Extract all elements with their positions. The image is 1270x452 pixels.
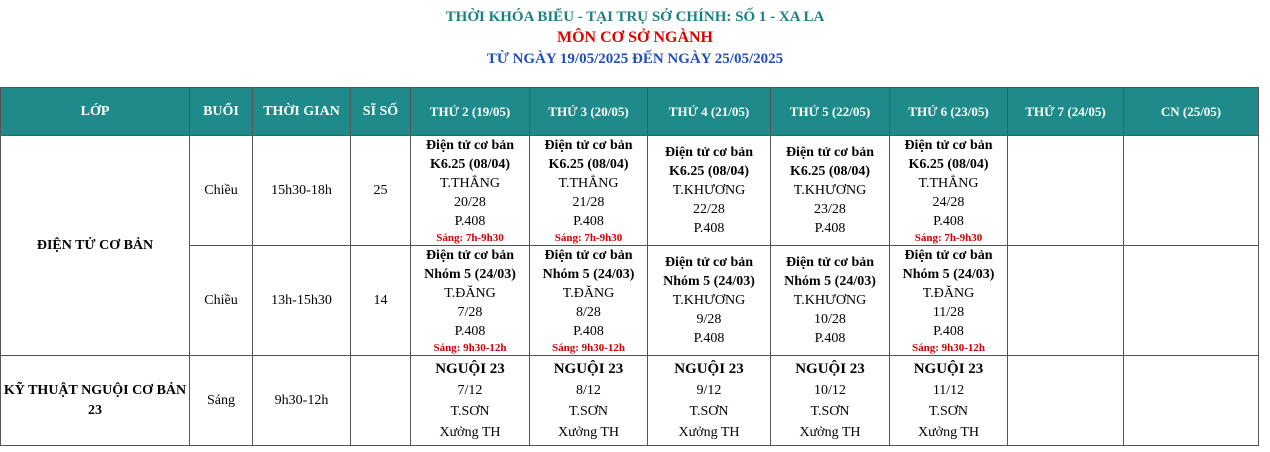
subject-cell: KỸ THUẬT NGUỘI CƠ BẢN 23	[1, 356, 190, 446]
teacher: T.KHƯƠNG	[672, 293, 746, 308]
schedule-note: Sáng: 9h30-12h	[433, 342, 507, 354]
course-name: NGUỘI 23	[553, 360, 624, 377]
room: P.408	[933, 324, 964, 339]
lesson-progress: 9/28	[696, 312, 722, 327]
teacher: T.SƠN	[568, 403, 609, 419]
empty-slot-sat	[1008, 246, 1124, 356]
lesson-progress: 21/28	[572, 195, 605, 210]
room: P.408	[693, 331, 725, 346]
class-slot	[771, 356, 890, 446]
teacher: T.THẮNG	[439, 176, 500, 191]
room: P.408	[933, 214, 964, 229]
header-date-range: TỪ NGÀY 19/05/2025 ĐẾN NGÀY 25/05/2025	[486, 51, 784, 67]
room: P.408	[454, 214, 486, 229]
teacher: T.THẮNG	[558, 176, 619, 191]
header-row	[1, 88, 1259, 136]
course-name: NGUỘI 23	[674, 360, 744, 377]
session-cell: Sáng	[190, 356, 253, 446]
room: P.408	[693, 221, 725, 236]
course-name: NGUỘI 23	[795, 360, 865, 377]
lesson-progress: 24/28	[932, 195, 965, 210]
schedule-note: Sáng: 7h-9h30	[436, 232, 504, 244]
lesson-progress: 22/28	[693, 202, 725, 217]
table-row	[1, 356, 1259, 446]
course-name: Điện tử cơ bản	[904, 138, 993, 153]
col-header-tue: THỨ 3 (20/05)	[530, 88, 648, 136]
course-name: Điện tử cơ bản	[785, 145, 875, 160]
course-name: Điện tử cơ bản	[425, 248, 515, 263]
course-name: Điện tử cơ bản	[904, 248, 993, 263]
empty-slot-sun	[1124, 136, 1259, 246]
empty-slot-sat	[1008, 356, 1124, 446]
course-group: Nhóm 5 (24/03)	[424, 267, 516, 282]
lesson-progress: 7/28	[457, 305, 483, 320]
lesson-progress: 7/12	[457, 382, 483, 398]
course-group: K6.25 (08/04)	[668, 164, 750, 179]
session-cell: Chiều	[190, 136, 253, 246]
teacher: T.SƠN	[928, 403, 969, 419]
course-group: K6.25 (08/04)	[429, 157, 511, 172]
course-name: Điện tử cơ bản	[664, 255, 754, 270]
teacher: T.KHƯƠNG	[793, 293, 867, 308]
room: P.408	[814, 331, 846, 346]
lesson-progress: 8/12	[576, 382, 601, 398]
teacher: T.ĐĂNG	[444, 286, 496, 301]
lesson-progress: 10/12	[814, 382, 846, 398]
class-slot	[530, 136, 648, 246]
lesson-progress: 11/28	[932, 305, 965, 320]
empty-slot-sat	[1008, 136, 1124, 246]
schedule-note: Sáng: 9h30-12h	[911, 342, 986, 354]
class-slot	[771, 246, 890, 356]
room: Xưởng TH	[678, 424, 740, 440]
class-slot	[771, 136, 890, 246]
room: Xưởng TH	[439, 424, 501, 440]
class-slot	[411, 246, 530, 356]
course-group: Nhóm 5 (24/03)	[902, 267, 995, 282]
count-cell: 25	[351, 136, 411, 246]
lesson-progress: 8/28	[576, 305, 601, 320]
teacher: T.SƠN	[810, 403, 850, 419]
room: P.408	[573, 214, 604, 229]
class-slot	[530, 356, 648, 446]
col-header-time: THỜI GIAN	[253, 88, 351, 136]
table-row	[1, 136, 1259, 246]
room: Xưởng TH	[557, 424, 619, 440]
course-name: Điện tử cơ bản	[785, 255, 875, 270]
time-cell: 15h30-18h	[253, 136, 351, 246]
lesson-progress: 11/12	[932, 382, 965, 398]
teacher: T.SƠN	[450, 403, 490, 419]
lesson-progress: 23/28	[814, 202, 846, 217]
course-name: Điện tử cơ bản	[425, 138, 515, 153]
count-cell: 14	[351, 246, 411, 356]
course-group: Nhóm 5 (24/03)	[784, 274, 876, 289]
teacher: T.ĐĂNG	[562, 286, 615, 301]
col-header-thu: THỨ 5 (22/05)	[771, 88, 890, 136]
teacher: T.ĐĂNG	[922, 286, 975, 301]
header-subject-group: MÔN CƠ SỞ NGÀNH	[557, 29, 713, 46]
lesson-progress: 10/28	[814, 312, 846, 327]
timetable	[0, 87, 1259, 446]
room: Xưởng TH	[917, 424, 979, 440]
class-slot	[648, 356, 771, 446]
col-header-mon: THỨ 2 (19/05)	[411, 88, 530, 136]
class-slot	[648, 246, 771, 356]
room: P.408	[573, 324, 604, 339]
class-slot	[890, 136, 1008, 246]
time-cell: 13h-15h30	[253, 246, 351, 356]
time-cell: 9h30-12h	[253, 356, 351, 446]
course-group: K6.25 (08/04)	[908, 157, 989, 172]
subject-cell: ĐIỆN TỬ CƠ BẢN	[1, 136, 190, 356]
lesson-progress: 20/28	[454, 195, 486, 210]
course-group: K6.25 (08/04)	[789, 164, 871, 179]
empty-slot-sun	[1124, 246, 1259, 356]
col-header-class: LỚP	[1, 88, 190, 136]
teacher: T.SƠN	[689, 403, 729, 419]
class-slot	[411, 136, 530, 246]
col-header-session: BUỔI	[190, 88, 253, 136]
col-header-wed: THỨ 4 (21/05)	[648, 88, 771, 136]
col-header-count: SĨ SỐ	[351, 88, 411, 136]
schedule-note: Sáng: 9h30-12h	[551, 342, 626, 354]
class-slot	[890, 246, 1008, 356]
course-name: NGUỘI 23	[913, 360, 984, 377]
col-header-sun: CN (25/05)	[1124, 88, 1259, 136]
course-name: Điện tử cơ bản	[544, 248, 633, 263]
course-group: K6.25 (08/04)	[548, 157, 629, 172]
count-cell	[351, 356, 411, 446]
session-cell: Chiều	[190, 246, 253, 356]
room: P.408	[814, 221, 846, 236]
class-slot	[411, 356, 530, 446]
table-row	[1, 246, 1259, 356]
header-title: THỜI KHÓA BIỂU - TẠI TRỤ SỞ CHÍNH: SỐ 1 - XA LA	[445, 9, 825, 25]
course-group: Nhóm 5 (24/03)	[542, 267, 635, 282]
schedule-note: Sáng: 7h-9h30	[914, 232, 983, 244]
class-slot	[530, 246, 648, 356]
course-name: Điện tử cơ bản	[544, 138, 633, 153]
course-group: Nhóm 5 (24/03)	[663, 274, 755, 289]
class-slot	[648, 136, 771, 246]
course-name: NGUỘI 23	[435, 360, 505, 377]
room: Xưởng TH	[799, 424, 861, 440]
col-header-fri: THỨ 6 (23/05)	[890, 88, 1008, 136]
lesson-progress: 9/12	[696, 382, 722, 398]
course-name: Điện tử cơ bản	[664, 145, 754, 160]
col-header-sat: THỨ 7 (24/05)	[1008, 88, 1124, 136]
teacher: T.KHƯƠNG	[672, 183, 746, 198]
empty-slot-sun	[1124, 356, 1259, 446]
class-slot	[890, 356, 1008, 446]
teacher: T.THẮNG	[918, 176, 979, 191]
teacher: T.KHƯƠNG	[793, 183, 867, 198]
room: P.408	[454, 324, 486, 339]
schedule-note: Sáng: 7h-9h30	[554, 232, 623, 244]
